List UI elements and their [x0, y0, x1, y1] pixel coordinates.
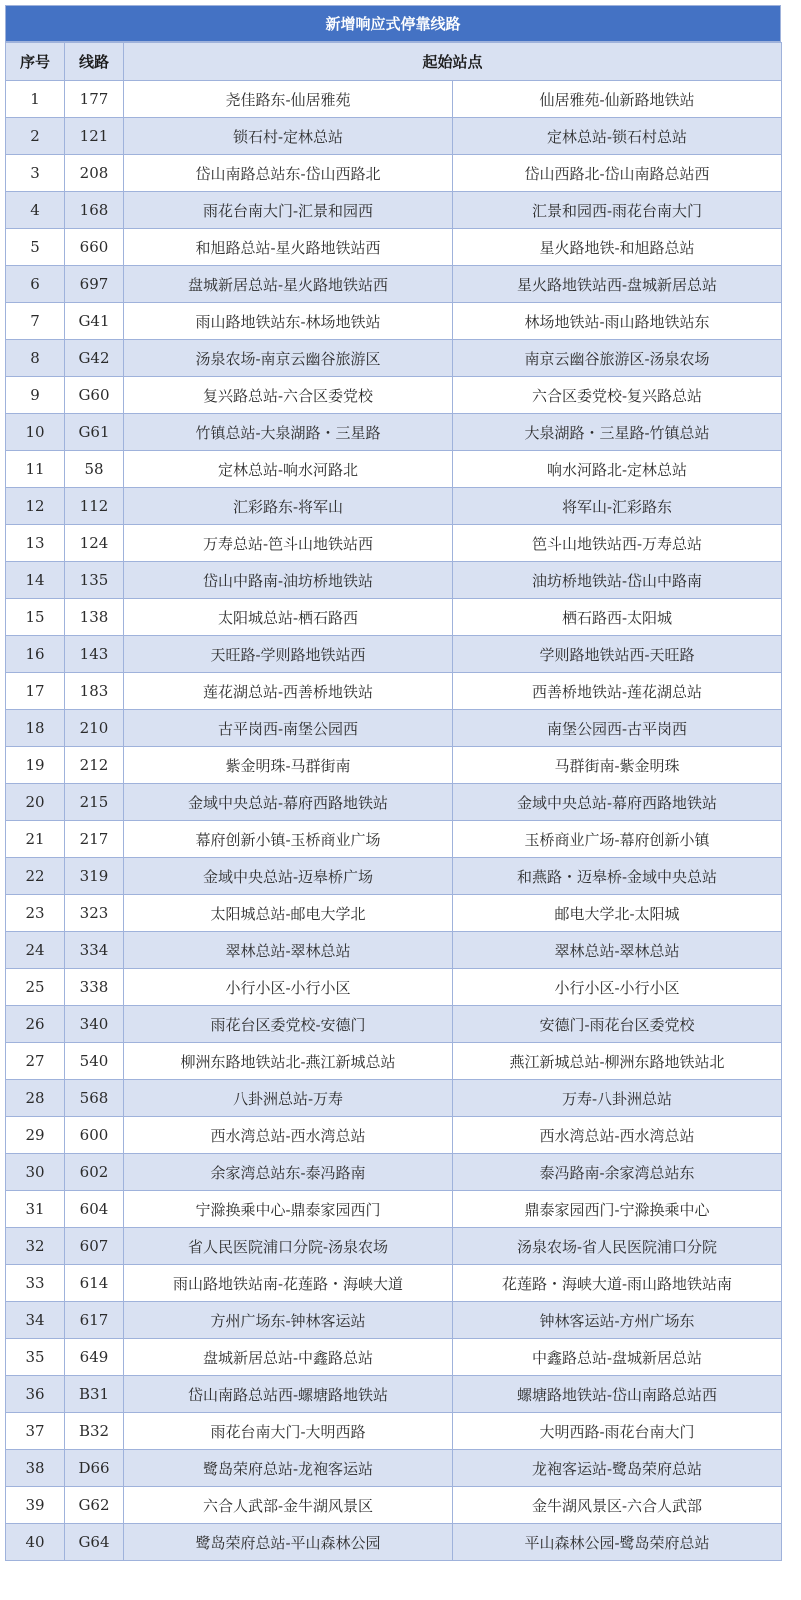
row-index: 39 — [6, 1487, 65, 1524]
row-outbound-stops: 盘城新居总站-星火路地铁站西 — [124, 266, 453, 303]
row-outbound-stops: 雨山路地铁站东-林场地铁站 — [124, 303, 453, 340]
table-row — [6, 303, 782, 340]
table-row — [6, 266, 782, 303]
row-return-stops: 定林总站-锁石村总站 — [453, 118, 782, 155]
row-outbound-stops: 汤泉农场-南京云幽谷旅游区 — [124, 340, 453, 377]
table-row — [6, 858, 782, 895]
table-row — [6, 1524, 782, 1561]
row-return-stops: 林场地铁站-雨山路地铁站东 — [453, 303, 782, 340]
row-route: 135 — [65, 562, 124, 599]
table-row — [6, 1302, 782, 1339]
table-row — [6, 710, 782, 747]
row-return-stops: 笆斗山地铁站西-万寿总站 — [453, 525, 782, 562]
row-route: 697 — [65, 266, 124, 303]
header-row — [6, 43, 782, 81]
row-outbound-stops: 省人民医院浦口分院-汤泉农场 — [124, 1228, 453, 1265]
table-row — [6, 1487, 782, 1524]
row-route: 604 — [65, 1191, 124, 1228]
table-row — [6, 599, 782, 636]
row-index: 27 — [6, 1043, 65, 1080]
row-return-stops: 西善桥地铁站-莲花湖总站 — [453, 673, 782, 710]
row-index: 6 — [6, 266, 65, 303]
row-outbound-stops: 太阳城总站-邮电大学北 — [124, 895, 453, 932]
row-route: G41 — [65, 303, 124, 340]
row-route: G42 — [65, 340, 124, 377]
row-route: 568 — [65, 1080, 124, 1117]
row-outbound-stops: 金域中央总站-迈皋桥广场 — [124, 858, 453, 895]
row-outbound-stops: 太阳城总站-栖石路西 — [124, 599, 453, 636]
row-route: 600 — [65, 1117, 124, 1154]
row-route: 124 — [65, 525, 124, 562]
row-route: 121 — [65, 118, 124, 155]
row-return-stops: 将军山-汇彩路东 — [453, 488, 782, 525]
row-return-stops: 汇景和园西-雨花台南大门 — [453, 192, 782, 229]
table-row — [6, 155, 782, 192]
row-return-stops: 泰冯路南-余家湾总站东 — [453, 1154, 782, 1191]
row-route: 602 — [65, 1154, 124, 1191]
row-route: G64 — [65, 1524, 124, 1561]
row-return-stops: 螺塘路地铁站-岱山南路总站西 — [453, 1376, 782, 1413]
row-route: 183 — [65, 673, 124, 710]
row-return-stops: 学则路地铁站西-天旺路 — [453, 636, 782, 673]
row-outbound-stops: 八卦洲总站-万寿 — [124, 1080, 453, 1117]
table-row — [6, 1339, 782, 1376]
table-title: 新增响应式停靠线路 — [5, 5, 781, 42]
table-row — [6, 1006, 782, 1043]
table-row — [6, 377, 782, 414]
row-route: 177 — [65, 81, 124, 118]
row-outbound-stops: 古平岗西-南堡公园西 — [124, 710, 453, 747]
row-return-stops: 岱山西路北-岱山南路总站西 — [453, 155, 782, 192]
row-index: 29 — [6, 1117, 65, 1154]
row-outbound-stops: 幕府创新小镇-玉桥商业广场 — [124, 821, 453, 858]
row-return-stops: 平山森林公园-鹭岛荣府总站 — [453, 1524, 782, 1561]
row-outbound-stops: 鹭岛荣府总站-平山森林公园 — [124, 1524, 453, 1561]
row-route: 617 — [65, 1302, 124, 1339]
row-return-stops: 大明西路-雨花台南大门 — [453, 1413, 782, 1450]
table-row — [6, 118, 782, 155]
row-index: 24 — [6, 932, 65, 969]
row-route: 607 — [65, 1228, 124, 1265]
row-route: 660 — [65, 229, 124, 266]
row-return-stops: 金牛湖风景区-六合人武部 — [453, 1487, 782, 1524]
row-return-stops: 万寿-八卦洲总站 — [453, 1080, 782, 1117]
table-row — [6, 192, 782, 229]
row-route: B32 — [65, 1413, 124, 1450]
row-index: 25 — [6, 969, 65, 1006]
row-route: 338 — [65, 969, 124, 1006]
table-row — [6, 821, 782, 858]
row-return-stops: 金域中央总站-幕府西路地铁站 — [453, 784, 782, 821]
row-outbound-stops: 复兴路总站-六合区委党校 — [124, 377, 453, 414]
row-index: 10 — [6, 414, 65, 451]
row-outbound-stops: 方州广场东-钟林客运站 — [124, 1302, 453, 1339]
table-row — [6, 1228, 782, 1265]
row-index: 36 — [6, 1376, 65, 1413]
row-return-stops: 安德门-雨花台区委党校 — [453, 1006, 782, 1043]
row-index: 8 — [6, 340, 65, 377]
table-row — [6, 1376, 782, 1413]
row-return-stops: 六合区委党校-复兴路总站 — [453, 377, 782, 414]
row-route: 143 — [65, 636, 124, 673]
table-row — [6, 340, 782, 377]
header-stops: 起始站点 — [124, 43, 782, 81]
row-outbound-stops: 翠林总站-翠林总站 — [124, 932, 453, 969]
row-return-stops: 燕江新城总站-柳洲东路地铁站北 — [453, 1043, 782, 1080]
row-return-stops: 小行小区-小行小区 — [453, 969, 782, 1006]
table-row — [6, 784, 782, 821]
row-return-stops: 中鑫路总站-盘城新居总站 — [453, 1339, 782, 1376]
row-route: 212 — [65, 747, 124, 784]
row-outbound-stops: 天旺路-学则路地铁站西 — [124, 636, 453, 673]
row-outbound-stops: 莲花湖总站-西善桥地铁站 — [124, 673, 453, 710]
row-outbound-stops: 尧佳路东-仙居雅苑 — [124, 81, 453, 118]
row-outbound-stops: 竹镇总站-大泉湖路・三星路 — [124, 414, 453, 451]
row-index: 38 — [6, 1450, 65, 1487]
row-index: 19 — [6, 747, 65, 784]
table-row — [6, 1450, 782, 1487]
row-outbound-stops: 岱山南路总站西-螺塘路地铁站 — [124, 1376, 453, 1413]
row-index: 26 — [6, 1006, 65, 1043]
row-index: 28 — [6, 1080, 65, 1117]
row-index: 9 — [6, 377, 65, 414]
row-index: 34 — [6, 1302, 65, 1339]
table-row — [6, 1043, 782, 1080]
row-outbound-stops: 锁石村-定林总站 — [124, 118, 453, 155]
row-outbound-stops: 雨花台区委党校-安德门 — [124, 1006, 453, 1043]
row-route: 168 — [65, 192, 124, 229]
table-row — [6, 747, 782, 784]
row-outbound-stops: 雨山路地铁站南-花莲路・海峡大道 — [124, 1265, 453, 1302]
row-index: 11 — [6, 451, 65, 488]
row-outbound-stops: 六合人武部-金牛湖风景区 — [124, 1487, 453, 1524]
row-index: 30 — [6, 1154, 65, 1191]
row-route: 138 — [65, 599, 124, 636]
row-index: 16 — [6, 636, 65, 673]
row-return-stops: 西水湾总站-西水湾总站 — [453, 1117, 782, 1154]
row-outbound-stops: 西水湾总站-西水湾总站 — [124, 1117, 453, 1154]
table-row — [6, 81, 782, 118]
row-outbound-stops: 余家湾总站东-泰冯路南 — [124, 1154, 453, 1191]
row-return-stops: 汤泉农场-省人民医院浦口分院 — [453, 1228, 782, 1265]
row-return-stops: 大泉湖路・三星路-竹镇总站 — [453, 414, 782, 451]
row-index: 13 — [6, 525, 65, 562]
row-index: 31 — [6, 1191, 65, 1228]
row-return-stops: 油坊桥地铁站-岱山中路南 — [453, 562, 782, 599]
row-index: 7 — [6, 303, 65, 340]
row-index: 14 — [6, 562, 65, 599]
table-row — [6, 969, 782, 1006]
row-index: 23 — [6, 895, 65, 932]
row-route: 208 — [65, 155, 124, 192]
row-route: 210 — [65, 710, 124, 747]
row-return-stops: 栖石路西-太阳城 — [453, 599, 782, 636]
row-index: 2 — [6, 118, 65, 155]
row-index: 21 — [6, 821, 65, 858]
row-route: B31 — [65, 1376, 124, 1413]
table-row — [6, 895, 782, 932]
table-row — [6, 488, 782, 525]
row-outbound-stops: 岱山中路南-油坊桥地铁站 — [124, 562, 453, 599]
table-body — [6, 81, 782, 1561]
row-return-stops: 钟林客运站-方州广场东 — [453, 1302, 782, 1339]
header-index: 序号 — [6, 43, 65, 81]
row-outbound-stops: 盘城新居总站-中鑫路总站 — [124, 1339, 453, 1376]
row-return-stops: 鼎泰家园西门-宁滁换乘中心 — [453, 1191, 782, 1228]
row-outbound-stops: 万寿总站-笆斗山地铁站西 — [124, 525, 453, 562]
row-index: 4 — [6, 192, 65, 229]
row-outbound-stops: 和旭路总站-星火路地铁站西 — [124, 229, 453, 266]
row-route: 540 — [65, 1043, 124, 1080]
row-return-stops: 星火路地铁-和旭路总站 — [453, 229, 782, 266]
table-row — [6, 1154, 782, 1191]
row-outbound-stops: 雨花台南大门-大明西路 — [124, 1413, 453, 1450]
row-return-stops: 玉桥商业广场-幕府创新小镇 — [453, 821, 782, 858]
routes-table — [5, 42, 782, 1561]
row-route: 649 — [65, 1339, 124, 1376]
row-return-stops: 响水河路北-定林总站 — [453, 451, 782, 488]
row-outbound-stops: 汇彩路东-将军山 — [124, 488, 453, 525]
row-index: 1 — [6, 81, 65, 118]
row-return-stops: 星火路地铁站西-盘城新居总站 — [453, 266, 782, 303]
table-row — [6, 636, 782, 673]
row-index: 15 — [6, 599, 65, 636]
row-route: 215 — [65, 784, 124, 821]
row-outbound-stops: 紫金明珠-马群街南 — [124, 747, 453, 784]
row-return-stops: 花莲路・海峡大道-雨山路地铁站南 — [453, 1265, 782, 1302]
row-index: 18 — [6, 710, 65, 747]
row-return-stops: 仙居雅苑-仙新路地铁站 — [453, 81, 782, 118]
row-index: 37 — [6, 1413, 65, 1450]
row-return-stops: 和燕路・迈皋桥-金域中央总站 — [453, 858, 782, 895]
row-route: G62 — [65, 1487, 124, 1524]
row-index: 32 — [6, 1228, 65, 1265]
row-route: 614 — [65, 1265, 124, 1302]
header-route: 线路 — [65, 43, 124, 81]
table-row — [6, 1080, 782, 1117]
row-route: G61 — [65, 414, 124, 451]
row-return-stops: 龙袍客运站-鹭岛荣府总站 — [453, 1450, 782, 1487]
row-route: 58 — [65, 451, 124, 488]
table-row — [6, 932, 782, 969]
row-route: 112 — [65, 488, 124, 525]
row-route: 340 — [65, 1006, 124, 1043]
row-outbound-stops: 岱山南路总站东-岱山西路北 — [124, 155, 453, 192]
row-index: 17 — [6, 673, 65, 710]
row-outbound-stops: 鹭岛荣府总站-龙袍客运站 — [124, 1450, 453, 1487]
row-return-stops: 马群街南-紫金明珠 — [453, 747, 782, 784]
row-return-stops: 翠林总站-翠林总站 — [453, 932, 782, 969]
table-row — [6, 1117, 782, 1154]
table-row — [6, 562, 782, 599]
row-route: 319 — [65, 858, 124, 895]
row-index: 40 — [6, 1524, 65, 1561]
row-index: 35 — [6, 1339, 65, 1376]
row-index: 5 — [6, 229, 65, 266]
row-index: 20 — [6, 784, 65, 821]
row-route: 323 — [65, 895, 124, 932]
row-return-stops: 邮电大学北-太阳城 — [453, 895, 782, 932]
table-row — [6, 1191, 782, 1228]
row-route: 217 — [65, 821, 124, 858]
row-index: 33 — [6, 1265, 65, 1302]
table-row — [6, 1265, 782, 1302]
row-outbound-stops: 柳洲东路地铁站北-燕江新城总站 — [124, 1043, 453, 1080]
row-outbound-stops: 雨花台南大门-汇景和园西 — [124, 192, 453, 229]
table-row — [6, 673, 782, 710]
row-route: 334 — [65, 932, 124, 969]
table-row — [6, 1413, 782, 1450]
row-index: 12 — [6, 488, 65, 525]
row-index: 22 — [6, 858, 65, 895]
table-row — [6, 414, 782, 451]
row-outbound-stops: 金域中央总站-幕府西路地铁站 — [124, 784, 453, 821]
row-index: 3 — [6, 155, 65, 192]
row-outbound-stops: 宁滁换乘中心-鼎泰家园西门 — [124, 1191, 453, 1228]
row-route: D66 — [65, 1450, 124, 1487]
row-return-stops: 南堡公园西-古平岗西 — [453, 710, 782, 747]
routes-table-container — [5, 5, 781, 1561]
table-row — [6, 451, 782, 488]
table-row — [6, 229, 782, 266]
row-outbound-stops: 小行小区-小行小区 — [124, 969, 453, 1006]
row-outbound-stops: 定林总站-响水河路北 — [124, 451, 453, 488]
row-return-stops: 南京云幽谷旅游区-汤泉农场 — [453, 340, 782, 377]
row-route: G60 — [65, 377, 124, 414]
table-row — [6, 525, 782, 562]
